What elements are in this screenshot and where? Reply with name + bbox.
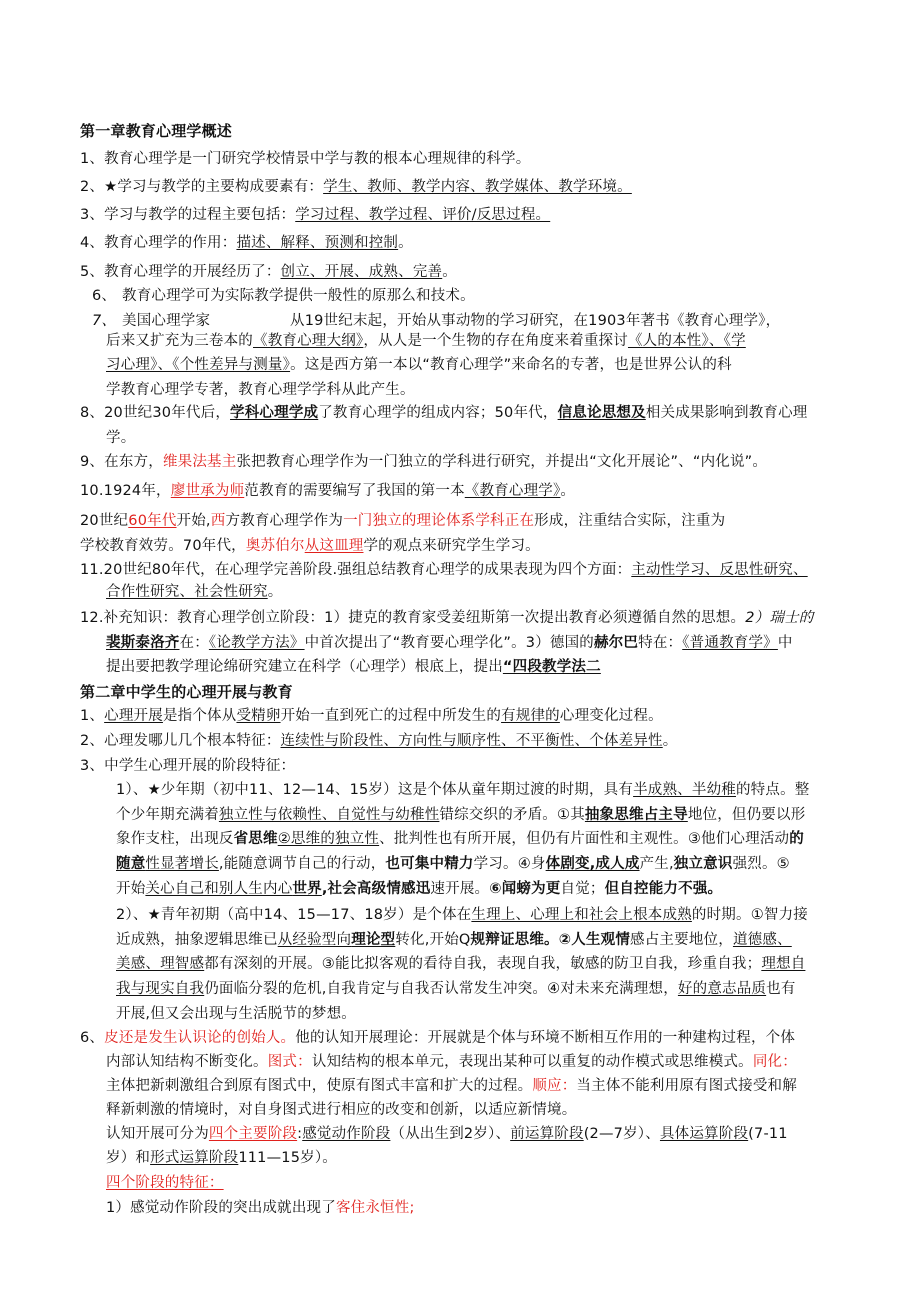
juvenile-stage-line-2: 个少年期充满着独立性与依赖性、自觉性与幼稚性错综交织的矛盾。①其抽象思维占主导地位，但仍要以形 [116,807,806,823]
paragraph-3: 3、学习与教学的过程主要包括：学习过程、教学过程、评价/反思过程。 [80,207,551,223]
paragraph-6: 6、 教育心理学可为实际教学提供一般性的原那么和技术。 [92,288,475,304]
paragraph-10: 10.1924年，廖世承为师范教育的需要编写了我国的第一本《教育心理学》。 [80,483,576,499]
paragraph-20c: 20世纪60年代开始,西方教育心理学作为一门独立的理论体系学科正在形成，注重结合实际，注重为 [80,513,726,529]
piaget-stages-line-1: 认知开展可分为四个主要阶段:感觉动作阶段（从出生到2岁）、前运算阶段(2—7岁）、具体运算阶段(7-11 [106,1126,788,1142]
piaget-line-2: 内部认知结构不断变化。图式：认知结构的根本单元，表现出某种可以重复的动作模式或思维模式。同化： [106,1054,797,1070]
youth-stage-line-3: 美感、理智感都有深刻的开展。③能比拟客观的看待自我，表现自我，敏感的防卫自我，珍重自我；理想自 [116,956,806,972]
piaget-line-1: 6、皮还是发生认识论的创始人。他的认知开展理论：开展就是个体与环境不断相互作用的一种建构过程，个体 [80,1030,796,1046]
ch2-paragraph-2: 2、心理发哪儿几个根本特征：连续性与阶段性、方向性与顺序性、不平衡性、个体差异性。 [80,733,678,749]
paragraph-2: 2、★学习与教学的主要构成要素有：学生、教师、教学内容、教学媒体、教学环境。 [80,179,632,195]
youth-stage-line-5: 开展,但又会出现与生活脱节的梦想。 [116,1006,357,1022]
paragraph-12: 12.补充知识：教育心理学创立阶段：1）捷克的教育家受姜纽斯第一次提出教育必须遵循自然的思想。2）瑞士的 [80,610,814,626]
paragraph-7-line-2: 后来又扩充为三卷本的《教育心理大纲》，从人是一个生物的存在角度来着重探讨《人的本性》、《学 [106,333,746,349]
paragraph-7-line-3: 习心理》、《个性差异与测量》。这是西方第一本以“教育心理学”来命名的专著，也是世界公认的科 [106,357,732,373]
piaget-stages-line-2: 岁）和形式运算阶段111—15岁）。 [106,1150,337,1166]
paragraph-4: 4、教育心理学的作用：描述、解释、预测和控制。 [80,235,413,251]
youth-stage-line-4: 我与现实自我仍面临分裂的危机,自我肯定与自我否认常发生冲突。④对未来充满理想，好的意志品质也有 [116,981,796,997]
paragraph-7: 7、 美国心理学家 从19世纪末起，开始从事动物的学习研究，在1903年著书《教育心理学》， [92,313,781,329]
sensorimotor-stage-line: 1）感觉动作阶段的突出成就出现了客住永恒性; [106,1200,415,1216]
paragraph-20c-line-2: 学校教育效劳。70年代，奥苏伯尔从这皿理学的观点来研究学生学习。 [80,538,540,554]
juvenile-stage-line-4: 随意性显著增长,能随意调节自己的行动，也可集中精力学习。④身体剧变,成人成产生,独立意识强烈。⑤ [116,856,790,872]
chapter-1-title: 第一章教育心理学概述 [80,122,233,140]
ch2-paragraph-1: 1、心理开展是指个体从受精卵开始一直到死亡的过程中所发生的有规律的心理变化过程。 [80,708,663,724]
juvenile-stage-line-1: 1）、★少年期（初中11、12—14、15岁）这是个体从童年期过渡的时期，具有半成熟、半幼稚的特点。整 [116,782,810,798]
paragraph-11: 11.20世纪80年代，在心理学完善阶段.强组总结教育心理学的成果表现为四个方面：主动性学习、反思性研究、 [80,562,808,578]
chapter-2-title: 第二章中学生的心理开展与教育 [80,683,293,701]
ch2-paragraph-3: 3、中学生心理开展的阶段特征： [80,758,296,774]
piaget-line-3: 主体把新刺激组合到原有图式中，使原有图式丰富和扩大的过程。顺应：当主体不能利用原有图式接受和解 [106,1078,797,1094]
paragraph-9: 9、在东方，维果法基主张把教育心理学作为一门独立的学科进行研究，并提出“文化开展论”、“内化说”。 [80,454,768,470]
piaget-line-4: 释新刺激的情境时，对自身图式进行相应的改变和创新，以适应新情境。 [106,1102,577,1118]
juvenile-stage-line-5: 开始关心自己和别人生内心世界,社会高级情感迅速开展。⑥闻螃为更自觉；但自控能力不强。 [116,881,723,897]
paragraph-11-line-2: 合作性研究、社会性研究。 [106,584,283,600]
paragraph-12-line-2: 裴斯泰洛齐在：《论教学方法》中首次提出了“教育要心理学化”。3）德国的赫尔巴特在：《普通教育学》中 [106,635,793,651]
stage-features-heading: 四个阶段的特征： [106,1175,224,1191]
paragraph-12-line-3: 提出要把教学理论绵研究建立在科学（心理学）根底上，提出“四段教学法二 [106,659,601,675]
juvenile-stage-line-3: 象作支柱，出现反省思维②思维的独立性、批判性也有所开展，但仍有片面性和主观性。③他们心理活动的 [116,831,804,847]
paragraph-7-line-4: 学教育心理学专著，教育心理学学科从此产生。 [106,382,415,398]
paragraph-1: 1、教育心理学是一门研究学校情景中学与教的根本心理规律的科学。 [80,151,531,167]
paragraph-5: 5、教育心理学的开展经历了：创立、开展、成熟、完善。 [80,264,457,280]
youth-stage-line-1: 2）、★青年初期（高中14、15—17、18岁）是个体在生理上、心理上和社会上根本成熟的时期。①智力接 [116,907,808,923]
paragraph-8: 8、20世纪30年代后，学科心理学成了教育心理学的组成内容；50年代，信息论思想及相关成果影响到教育心理 [80,405,808,421]
youth-stage-line-2: 近成熟，抽象逻辑思维已从经验型向理论型转化,开始Q规辩证思维。②人生观情感占主要地位，道德感、 [116,932,792,948]
paragraph-8-line-2: 学。 [106,430,136,446]
